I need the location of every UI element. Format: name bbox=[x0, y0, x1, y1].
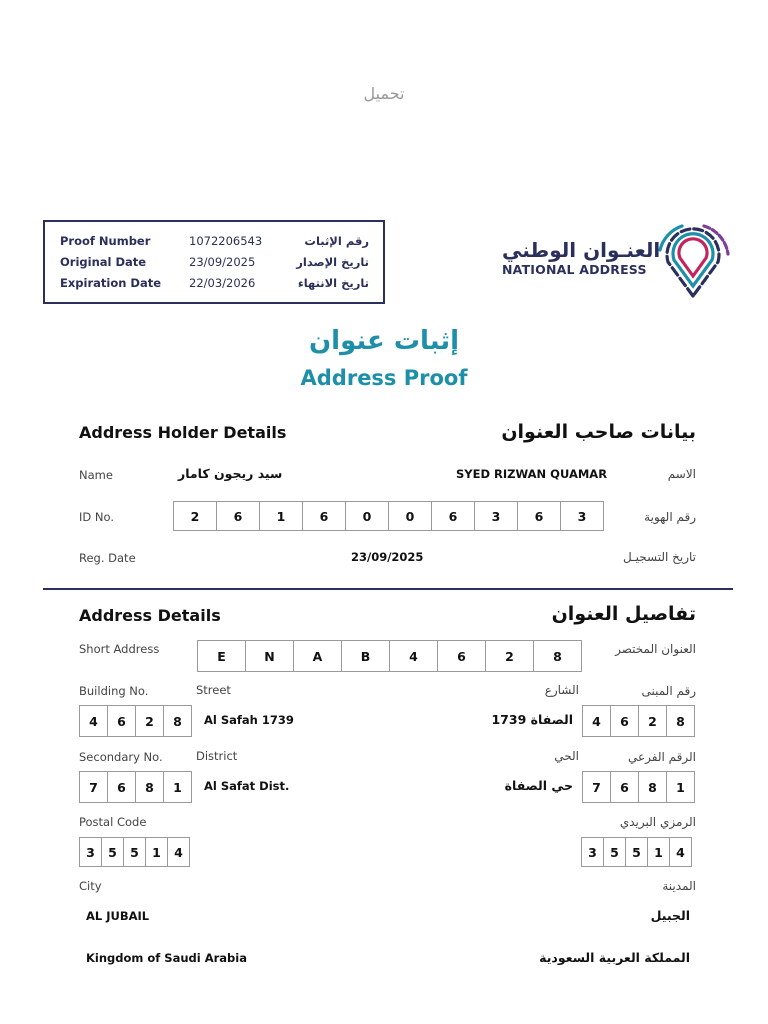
original-date-row bbox=[45, 255, 383, 275]
id-digit: 0 bbox=[345, 501, 389, 531]
id-digit: 6 bbox=[216, 501, 260, 531]
reg-date-label-ar: تاريخ التسجيـل bbox=[623, 550, 696, 564]
secondary-digit: 1 bbox=[163, 771, 192, 803]
short-address-boxes bbox=[197, 640, 582, 672]
national-address-logo-icon bbox=[652, 220, 734, 302]
secondary-digit: 1 bbox=[666, 771, 695, 803]
building-digit: 2 bbox=[638, 705, 667, 737]
building-label: Building No. bbox=[79, 684, 149, 698]
city-value-ar: الجبيل bbox=[650, 908, 690, 923]
section-divider bbox=[43, 588, 733, 590]
id-digit: 3 bbox=[474, 501, 518, 531]
secondary-digit: 6 bbox=[610, 771, 639, 803]
id-digit: 6 bbox=[517, 501, 561, 531]
building-number-boxes bbox=[79, 705, 192, 737]
district-value-ar: حي الصفاة bbox=[504, 778, 573, 793]
postal-digit: 5 bbox=[123, 837, 146, 867]
proof-number-value: 1072206543 bbox=[189, 234, 263, 248]
page-title-en: Address Proof bbox=[300, 366, 468, 390]
district-value-en: Al Safat Dist. bbox=[204, 779, 290, 793]
name-value-ar: سيد ريجون كامار bbox=[178, 466, 283, 481]
id-digit: 2 bbox=[173, 501, 217, 531]
building-digit: 2 bbox=[135, 705, 164, 737]
building-digit: 6 bbox=[107, 705, 136, 737]
street-value-en: Al Safah 1739 bbox=[204, 713, 294, 727]
secondary-label: Secondary No. bbox=[79, 750, 163, 764]
expiration-date-value: 22/03/2026 bbox=[189, 276, 256, 290]
short-address-char: E bbox=[197, 640, 246, 672]
page-title-ar: إثبات عنوان bbox=[308, 326, 459, 356]
street-label: Street bbox=[196, 683, 231, 697]
name-label-ar: الاسم bbox=[667, 467, 696, 481]
id-digit: 0 bbox=[388, 501, 432, 531]
postal-code-boxes-ar bbox=[581, 837, 692, 867]
id-digit: 3 bbox=[560, 501, 604, 531]
id-number-boxes bbox=[173, 501, 604, 531]
postal-digit: 4 bbox=[167, 837, 190, 867]
logo-text-ar: العنـوان الوطني bbox=[502, 238, 661, 262]
id-label: ID No. bbox=[79, 510, 114, 524]
proof-number-row bbox=[45, 234, 383, 254]
original-date-value: 23/09/2025 bbox=[189, 255, 256, 269]
secondary-digit: 7 bbox=[79, 771, 108, 803]
postal-code-label-ar: الرمزي البريدي bbox=[619, 815, 696, 829]
country-value-ar: المملكة العربية السعودية bbox=[539, 950, 690, 965]
short-address-char: 6 bbox=[437, 640, 486, 672]
original-date-label-ar: تاريخ الإصدار bbox=[296, 255, 369, 269]
name-value-en: SYED RIZWAN QUAMAR bbox=[456, 467, 608, 481]
short-address-label: Short Address bbox=[79, 642, 160, 656]
city-label: City bbox=[79, 879, 102, 893]
id-digit: 6 bbox=[431, 501, 475, 531]
building-digit: 8 bbox=[163, 705, 192, 737]
secondary-number-boxes-ar bbox=[582, 771, 695, 803]
id-digit: 6 bbox=[302, 501, 346, 531]
secondary-digit: 6 bbox=[107, 771, 136, 803]
building-digit: 8 bbox=[666, 705, 695, 737]
short-address-char: 8 bbox=[533, 640, 582, 672]
city-label-ar: المدينة bbox=[662, 879, 696, 893]
logo-text-en: NATIONAL ADDRESS bbox=[502, 262, 647, 277]
building-label-ar: رقم المبنى bbox=[641, 684, 696, 698]
expiration-date-label-ar: تاريخ الانتهاء bbox=[297, 276, 369, 290]
secondary-digit: 8 bbox=[135, 771, 164, 803]
proof-number-label: Proof Number bbox=[60, 234, 151, 248]
download-link[interactable]: تحميل bbox=[363, 84, 405, 103]
building-number-boxes-ar bbox=[582, 705, 695, 737]
postal-digit: 3 bbox=[581, 837, 604, 867]
secondary-digit: 8 bbox=[638, 771, 667, 803]
district-label: District bbox=[196, 749, 238, 763]
postal-digit: 1 bbox=[647, 837, 670, 867]
short-address-char: A bbox=[293, 640, 342, 672]
short-address-char: 2 bbox=[485, 640, 534, 672]
secondary-number-boxes bbox=[79, 771, 192, 803]
postal-code-label: Postal Code bbox=[79, 815, 147, 829]
postal-digit: 5 bbox=[101, 837, 124, 867]
postal-digit: 5 bbox=[625, 837, 648, 867]
district-label-ar: الحي bbox=[554, 749, 579, 763]
holder-heading-ar: بيانات صاحب العنوان bbox=[501, 421, 696, 443]
building-digit: 6 bbox=[610, 705, 639, 737]
building-digit: 4 bbox=[79, 705, 108, 737]
reg-date-label: Reg. Date bbox=[79, 551, 136, 565]
address-heading-ar: تفاصيل العنوان bbox=[551, 603, 696, 625]
id-digit: 1 bbox=[259, 501, 303, 531]
secondary-digit: 7 bbox=[582, 771, 611, 803]
building-digit: 4 bbox=[582, 705, 611, 737]
street-label-ar: الشارع bbox=[544, 683, 579, 697]
postal-digit: 4 bbox=[669, 837, 692, 867]
postal-code-boxes bbox=[79, 837, 190, 867]
short-address-char: B bbox=[341, 640, 390, 672]
street-value-ar: الصفاة 1739 bbox=[491, 712, 573, 727]
reg-date-value: 23/09/2025 bbox=[351, 550, 424, 564]
secondary-label-ar: الرقم الفرعي bbox=[628, 750, 696, 764]
name-label: Name bbox=[79, 468, 113, 482]
holder-heading-en: Address Holder Details bbox=[79, 423, 287, 442]
expiration-date-row bbox=[45, 276, 383, 296]
original-date-label: Original Date bbox=[60, 255, 147, 269]
city-value-en: AL JUBAIL bbox=[86, 909, 150, 923]
id-label-ar: رقم الهوية bbox=[644, 510, 696, 524]
short-address-char: 4 bbox=[389, 640, 438, 672]
postal-digit: 1 bbox=[145, 837, 168, 867]
proof-number-label-ar: رقم الإثبات bbox=[304, 234, 369, 248]
proof-info-box bbox=[43, 220, 385, 304]
country-value-en: Kingdom of Saudi Arabia bbox=[86, 951, 247, 965]
address-heading-en: Address Details bbox=[79, 606, 221, 625]
short-address-char: N bbox=[245, 640, 294, 672]
postal-digit: 5 bbox=[603, 837, 626, 867]
expiration-date-label: Expiration Date bbox=[60, 276, 162, 290]
short-address-label-ar: العنوان المختصر bbox=[615, 642, 696, 656]
postal-digit: 3 bbox=[79, 837, 102, 867]
